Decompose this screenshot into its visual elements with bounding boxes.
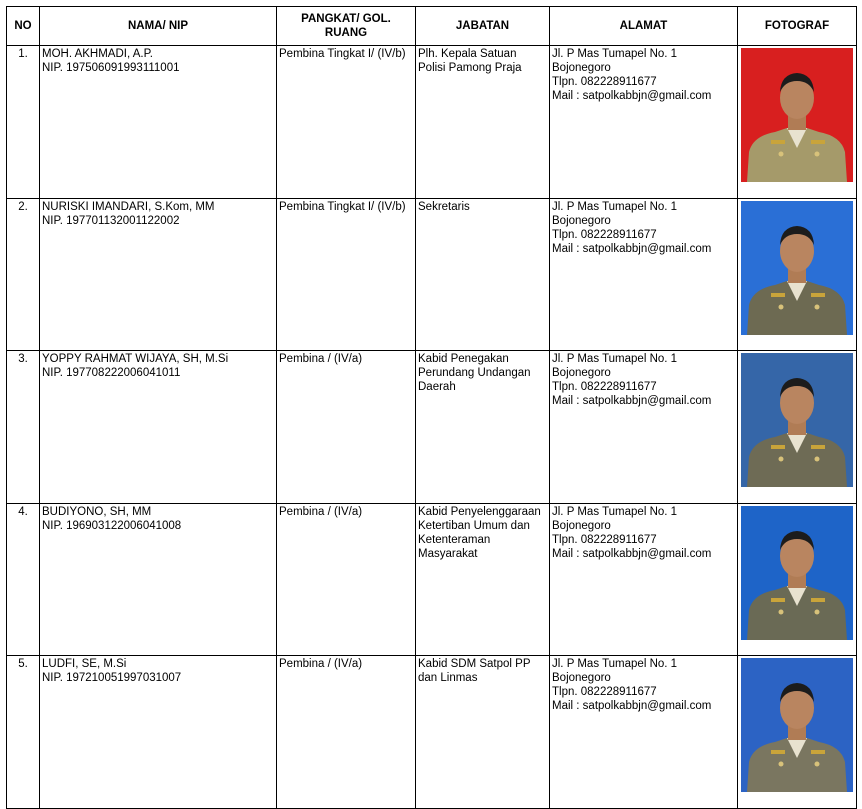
table-row (7, 46, 857, 199)
rank-cell: Pembina Tingkat I/ (IV/b) (277, 46, 416, 199)
employee-name: NURISKI IMANDARI, S.Kom, MM (42, 200, 215, 213)
row-number: 2. (7, 198, 40, 351)
address-city: Bojonegoro (552, 214, 611, 227)
row-number: 1. (7, 46, 40, 199)
address-cell (550, 198, 738, 351)
address-street: Jl. P Mas Tumapel No. 1 (552, 200, 678, 213)
table-row (7, 351, 857, 504)
position-cell (416, 198, 550, 351)
employee-nip: NIP. 197210051997031007 (42, 672, 182, 684)
employee-nip: NIP. 197701132001122002 (42, 214, 180, 227)
position-text: Kabid Penyelenggaraan Ketertiban Umum dan Ketenteraman Masyarakat (418, 505, 541, 560)
header-pangkat (277, 7, 416, 46)
row-number: 4. (7, 503, 40, 656)
address-city: Bojonegoro (552, 62, 611, 74)
address-mail: Mail : satpolkabbjn@gmail.com (552, 395, 712, 407)
position-text: Kabid Penegakan Perundang Undangan Daerah (418, 353, 531, 393)
position-text: Kabid SDM Satpol PP dan Linmas (418, 658, 531, 684)
name-nip-cell (40, 198, 277, 351)
rank-cell: Pembina / (IV/a) (277, 503, 416, 656)
header-pangkat-line2: RUANG (324, 27, 368, 39)
address-city: Bojonegoro (552, 519, 611, 532)
position-cell (416, 503, 550, 656)
employee-photo (741, 658, 853, 792)
employee-name: BUDIYONO, SH, MM (42, 505, 152, 518)
address-street: Jl. P Mas Tumapel No. 1 (552, 505, 678, 518)
position-text: Plh. Kepala Satuan Polisi Pamong Praja (418, 48, 522, 74)
header-fotograf: FOTOGRAF (738, 7, 857, 46)
employee-name: YOPPY RAHMAT WIJAYA, SH, M.Si (42, 353, 229, 365)
address-mail: Mail : satpolkabbjn@gmail.com (552, 547, 712, 560)
header-pangkat-line1: PANGKAT/ GOL. (301, 13, 391, 25)
name-nip-cell (40, 46, 277, 199)
rank-cell: Pembina / (IV/a) (277, 351, 416, 504)
position-cell (416, 351, 550, 504)
address-street: Jl. P Mas Tumapel No. 1 (552, 353, 678, 365)
employee-photo (741, 506, 853, 640)
address-cell (550, 46, 738, 199)
address-phone: Tlpn. 082228911677 (552, 228, 657, 241)
address-city: Bojonegoro (552, 672, 611, 684)
photo-cell (738, 198, 857, 351)
photo-cell (738, 503, 857, 656)
portrait-illustration (741, 506, 853, 640)
name-nip-cell (40, 656, 277, 809)
header-no: NO (7, 7, 40, 46)
employee-nip: NIP. 197708222006041011 (42, 367, 181, 379)
staff-table (6, 6, 857, 809)
employee-nip: NIP. 197506091993111001 (42, 62, 180, 74)
address-mail: Mail : satpolkabbjn@gmail.com (552, 700, 712, 712)
name-nip-cell (40, 503, 277, 656)
table-row (7, 198, 857, 351)
rank-cell: Pembina / (IV/a) (277, 656, 416, 809)
header-alamat: ALAMAT (550, 7, 738, 46)
address-city: Bojonegoro (552, 367, 611, 379)
address-mail: Mail : satpolkabbjn@gmail.com (552, 90, 712, 102)
employee-photo (741, 201, 853, 335)
address-street: Jl. P Mas Tumapel No. 1 (552, 48, 678, 60)
portrait-illustration (741, 201, 853, 335)
photo-cell (738, 656, 857, 809)
header-nama-nip: NAMA/ NIP (40, 7, 277, 46)
address-phone: Tlpn. 082228911677 (552, 686, 657, 698)
employee-photo (741, 48, 853, 182)
photo-cell (738, 351, 857, 504)
name-nip-cell (40, 351, 277, 504)
address-cell (550, 656, 738, 809)
employee-photo (741, 353, 853, 487)
portrait-illustration (741, 48, 853, 182)
position-cell (416, 656, 550, 809)
employee-name: MOH. AKHMADI, A.P. (42, 48, 153, 60)
address-phone: Tlpn. 082228911677 (552, 381, 657, 393)
address-street: Jl. P Mas Tumapel No. 1 (552, 658, 678, 670)
table-row (7, 503, 857, 656)
header-jabatan: JABATAN (416, 7, 550, 46)
position-cell (416, 46, 550, 199)
photo-cell (738, 46, 857, 199)
row-number: 3. (7, 351, 40, 504)
header-row (7, 7, 857, 46)
rank-cell: Pembina Tingkat I/ (IV/b) (277, 198, 416, 351)
row-number: 5. (7, 656, 40, 809)
address-phone: Tlpn. 082228911677 (552, 76, 657, 88)
position-text: Sekretaris (418, 200, 470, 213)
address-phone: Tlpn. 082228911677 (552, 533, 657, 546)
address-cell (550, 351, 738, 504)
address-cell (550, 503, 738, 656)
employee-nip: NIP. 196903122006041008 (42, 519, 182, 532)
employee-name: LUDFI, SE, M.Si (42, 658, 127, 670)
portrait-illustration (741, 353, 853, 487)
table-row (7, 656, 857, 809)
address-mail: Mail : satpolkabbjn@gmail.com (552, 242, 712, 255)
portrait-illustration (741, 658, 853, 792)
